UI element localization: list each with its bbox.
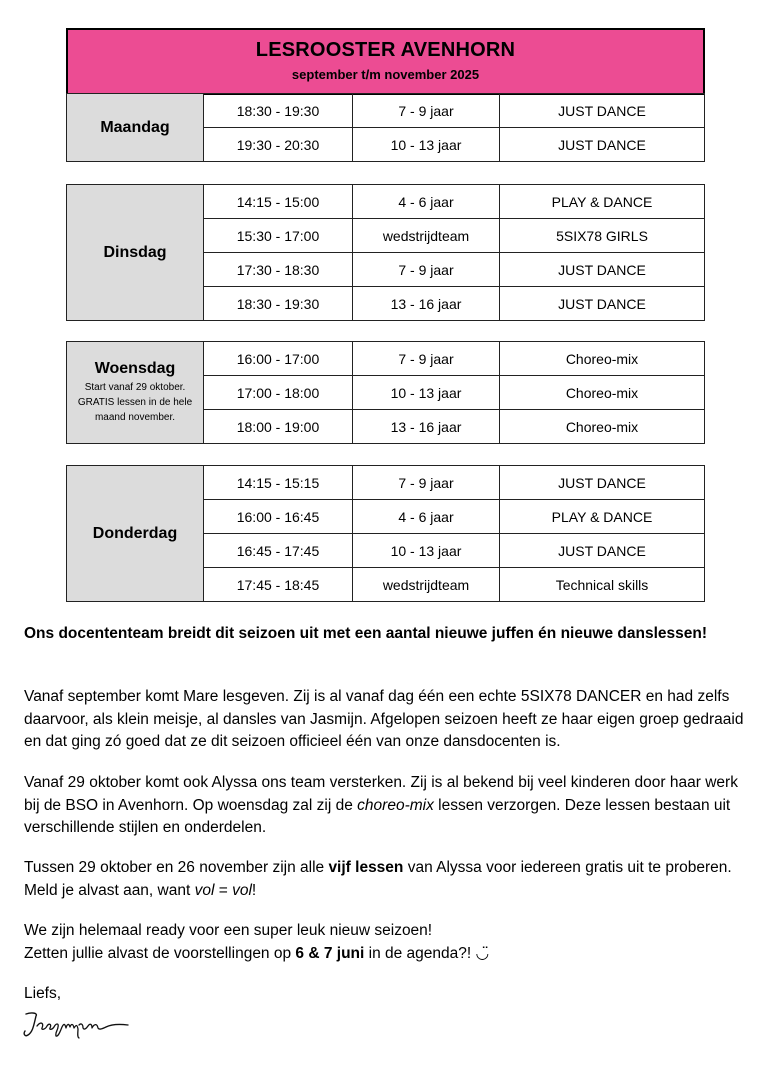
day-cell — [67, 466, 204, 602]
paragraph-text — [24, 943, 746, 966]
age-cell: 4 - 6 jaar — [353, 185, 500, 219]
time-cell: 17:45 - 18:45 — [204, 568, 353, 602]
time-cell: 14:15 - 15:00 — [204, 185, 353, 219]
paragraph-text: Vanaf september komt Mare lesgeven. Zij is al vanaf dag één een echte 5SIX78 DANCER en had zelfs daarvoor, als klein meisje, al dansles van Jasmijn. Afgelopen seizoen heeft ze haar eigen groep gedraaid en dat ging zó goed dat ze dit seizoen officieel één van onze dansdocenten is. — [24, 688, 744, 750]
class-cell: JUST DANCE — [500, 534, 705, 568]
class-cell: JUST DANCE — [500, 128, 705, 162]
age-cell: 7 - 9 jaar — [353, 253, 500, 287]
time-cell: 14:15 - 15:15 — [204, 466, 353, 500]
letter-heading-text: Ons docententeam breidt dit seizoen uit met een aantal nieuwe juffen én nieuwe danslessen! — [24, 625, 708, 642]
emphasis-text: vol — [232, 881, 252, 899]
text-run: ! — [251, 881, 257, 899]
letter-paragraph-4 — [24, 920, 746, 965]
schedule-table-maandag — [66, 93, 705, 162]
age-cell: 10 - 13 jaar — [353, 128, 500, 162]
day-cell — [67, 342, 204, 444]
table-row — [67, 466, 705, 500]
class-cell: Choreo-mix — [500, 342, 705, 376]
time-cell: 19:30 - 20:30 — [204, 128, 353, 162]
age-cell: wedstrijdteam — [353, 568, 500, 602]
text-run: Tussen 29 oktober en 26 november zijn alle — [24, 859, 329, 876]
class-cell: 5SIX78 GIRLS — [500, 219, 705, 253]
time-cell: 18:30 - 19:30 — [204, 287, 353, 321]
time-cell: 18:30 - 19:30 — [204, 94, 353, 128]
signature — [22, 1010, 132, 1040]
age-cell: 13 - 16 jaar — [353, 287, 500, 321]
letter-paragraph-1 — [24, 686, 746, 754]
class-cell: Technical skills — [500, 568, 705, 602]
age-cell: 4 - 6 jaar — [353, 500, 500, 534]
table-row — [67, 342, 705, 376]
paragraph-text: We zijn helemaal ready voor een super leuk nieuw seizoen! — [24, 922, 433, 939]
age-cell: 7 - 9 jaar — [353, 94, 500, 128]
class-cell: PLAY & DANCE — [500, 500, 705, 534]
schedule-header — [66, 28, 705, 95]
schedule-table-woensdag — [66, 341, 705, 444]
class-cell: JUST DANCE — [500, 466, 705, 500]
table-row — [67, 185, 705, 219]
age-cell: 10 - 13 jaar — [353, 534, 500, 568]
class-cell: Choreo-mix — [500, 410, 705, 444]
class-cell: Choreo-mix — [500, 376, 705, 410]
strong-text: vijf lessen — [328, 859, 404, 876]
schedule-table-dinsdag — [66, 184, 705, 321]
text-run: van Alyssa voor iedereen gratis uit te proberen. Meld je alvast aan, want — [24, 859, 732, 899]
emphasis-text: choreo-mix — [357, 796, 434, 814]
time-cell: 17:30 - 18:30 — [204, 253, 353, 287]
age-cell: 7 - 9 jaar — [353, 342, 500, 376]
table-row — [67, 94, 705, 128]
schedule-table-donderdag — [66, 465, 705, 602]
time-cell: 18:00 - 19:00 — [204, 410, 353, 444]
letter-closing — [24, 983, 746, 1006]
day-name: Woensdag — [94, 360, 176, 377]
class-cell: PLAY & DANCE — [500, 185, 705, 219]
text-run: Vanaf 29 oktober komt ook Alyssa ons team versterken. Zij is al bekend bij veel kinderen door haar werk bij de BSO in Avenhorn. Op woensdag zal zij de — [24, 774, 738, 814]
text-run: = — [214, 881, 233, 899]
text-run: Zetten jullie alvast de voorstellingen op — [24, 944, 296, 962]
schedule-subtitle: september t/m november 2025 — [291, 67, 480, 82]
schedule-title: LESROOSTER AVENHORN — [255, 39, 516, 61]
letter-paragraph-3 — [24, 857, 746, 902]
letter-paragraph-2 — [24, 772, 746, 840]
day-cell — [67, 185, 204, 321]
age-cell: wedstrijdteam — [353, 219, 500, 253]
letter-heading — [24, 623, 746, 646]
time-cell: 16:45 - 17:45 — [204, 534, 353, 568]
time-cell: 16:00 - 16:45 — [204, 500, 353, 534]
paragraph-text — [24, 857, 746, 902]
day-name: Donderdag — [92, 524, 178, 542]
text-run: in de agenda?! ◡̈ — [364, 944, 490, 962]
age-cell: 13 - 16 jaar — [353, 410, 500, 444]
age-cell: 7 - 9 jaar — [353, 466, 500, 500]
time-cell: 16:00 - 17:00 — [204, 342, 353, 376]
class-cell: JUST DANCE — [500, 253, 705, 287]
day-cell — [67, 94, 204, 162]
age-cell: 10 - 13 jaar — [353, 376, 500, 410]
text-run: lessen verzorgen. Deze lessen bestaan uit verschillende stijlen en onderdelen. — [24, 796, 731, 836]
paragraph-text — [24, 772, 746, 840]
strong-text: 6 & 7 juni — [295, 944, 365, 962]
day-note: Start vanaf 29 oktober. GRATIS lessen in de hele maand november. — [77, 382, 193, 423]
class-cell: JUST DANCE — [500, 94, 705, 128]
emphasis-text: vol — [194, 881, 215, 899]
day-name: Dinsdag — [103, 243, 167, 261]
closing-text: Liefs, — [24, 985, 62, 1002]
time-cell: 15:30 - 17:00 — [204, 219, 353, 253]
class-cell: JUST DANCE — [500, 287, 705, 321]
day-name: Maandag — [100, 118, 170, 136]
time-cell: 17:00 - 18:00 — [204, 376, 353, 410]
